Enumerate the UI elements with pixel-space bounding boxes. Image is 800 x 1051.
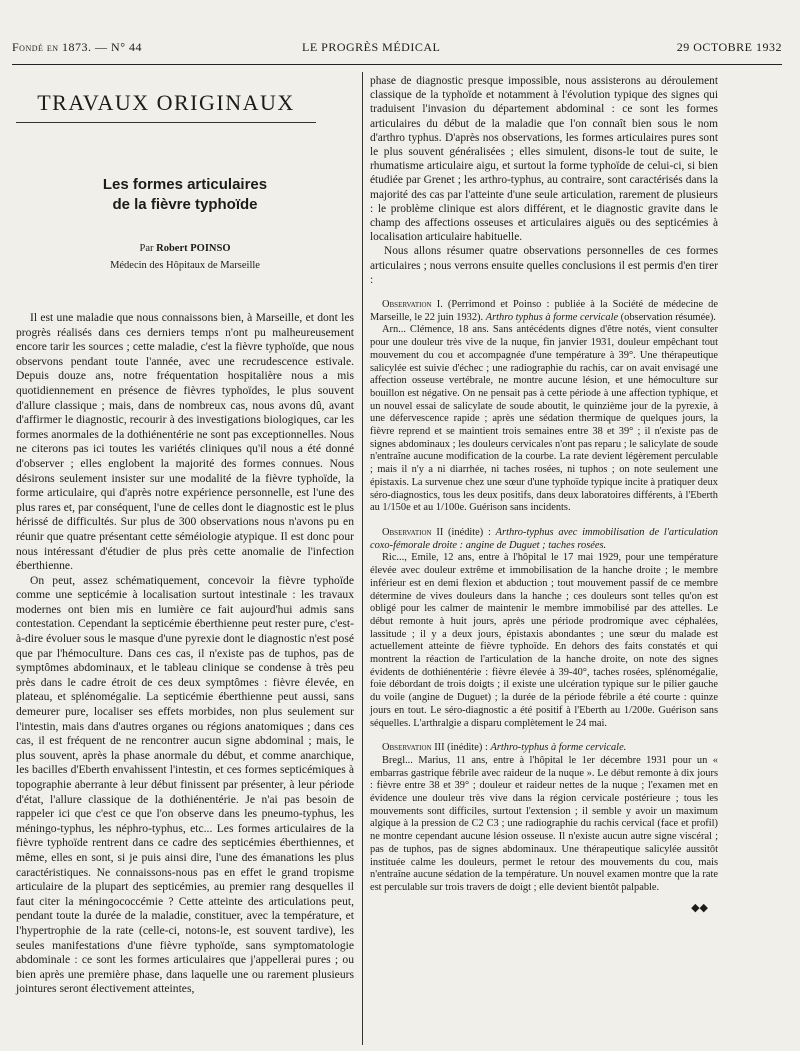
journal-name: LE PROGRÈS MÉDICAL xyxy=(302,40,441,54)
observation-title: Arthro typhus à forme cervicale xyxy=(485,311,619,323)
continuation-mark: ◆◆ xyxy=(691,901,708,914)
observation-title: Arthro-typhus avec immobilisation de l'articulation coxo-fémorale droite : angine de Duguet ; taches rosées. xyxy=(370,527,718,551)
observation-heading xyxy=(370,299,718,324)
right-column xyxy=(370,74,718,914)
masthead xyxy=(12,40,782,60)
observation-text: Arn... Clémence, 18 ans. Sans antécédents dignes d'être notés, vient consulter pour une douleur très vive de la nuque, fin janvier 1931, douleur empêchant tout mouvement du cou et accompagnée d'une température à 39°. Une thérapeutique salicylée est suivie d'échec ; une radiographie du rachis, car on avait envisagé une affection osseuse vertébrale, ne montre aucune lésion, et une hémoculture sur bouillon est négative. On ne pensait pas à cette période à une affection typhique, et un nouvel essai de salicylate de soude aboutit, le quinzième jour de la pyrexie, à une défervescence rapide ; après une sédation thermique de quelques jours, la fièvre reprend et se maintient trois semaines entre 38 et 39° ; il n'existe pas de signes abdominaux ; les douleurs cervicales n'ont pas reparu ; le salicylate de soude n'entraîne aucune modification de la courbe. La rate devient légèrement perculable ; mais il n'y a ni diarrhée, ni taches rosées, ni tuphos ; on note seulement une épistaxis. La survenue chez une sœur d'une typhoïde typique incite à pratiquer deux séro-diagnostics, tous les deux positifs, dans deux laboratoires différents, à l'Eberth au 1/150e et au 1/100e. Guérison sans incidents. xyxy=(370,324,718,514)
article-body-left xyxy=(16,311,354,997)
observation-1 xyxy=(370,299,718,515)
observation-source: (inédite) : xyxy=(443,527,496,538)
observation-3 xyxy=(370,742,718,894)
paragraph: Nous allons résumer quatre observations personnelles de ces formes articulaires ; nous verrons ensuite quelles conclusions il est permis d'en tirer : xyxy=(370,245,718,286)
observation-note: (observation résumée). xyxy=(618,311,716,323)
author-prefix: Par xyxy=(139,243,157,254)
column-divider xyxy=(362,72,363,1045)
observation-text: Bregl... Marius, 11 ans, entre à l'hôpital le 1er décembre 1931 pour un « embarras gastrique fébrile avec raideur de la nuque ». Le début remonte à dix jours : fièvre entre 38 et 39° ; douleur et raideur nettes de la nuque ; l'examen met en évidence une douleur très vive dans la région cervicale postérieure ; tous les mouvements sont difficiles, surtout l'extension ; il semble y avoir un maximum algique à la pression de C2 C3 ; une radiographie du rachis cervical (face et profil) ne montre cependant aucune lésion osseuse. Il n'existe aucun autre signe viscéral ; pas de tuphos, pas de signes abdominaux. Une thérapeutique salicylée aussitôt instituée calme les douleurs, permet le retour des mouvements du cou, mais n'entraîne aucune sédation de la température. Un nouvel examen montre que la rate est perculable sur trois travers de doigt ; elle devient bientôt palpable. xyxy=(370,754,718,893)
section-heading: TRAVAUX ORIGINAUX xyxy=(16,86,316,123)
observation-heading xyxy=(370,527,718,552)
header-rule xyxy=(12,64,782,65)
observation-label: Observation III xyxy=(382,742,445,754)
founded-note: Fondé en 1873. — N° 44 xyxy=(12,40,143,54)
observation-text: Ric..., Emile, 12 ans, entre à l'hôpital le 17 mai 1929, pour une température élevée avec douleur extrême et immobilisation de la hanche droite ; le membre inférieur est en demi flexion et abduction ; tout mouvement passif de ce membre détermine de vives douleurs dans la hanche ; ces douleurs sont telles qu'on est obligé pour les calmer de maintenir le membre immobilisé par des attelles. Le début remonte à huit jours, après une période prodromique avec céphalées, lassitude ; il y a deux jours, épistaxis abondantes ; une sœur du malade est actuellement atteinte de fièvre typhoïde. En dehors des faits constatés et qui montrent la réaction de l'articulation de la hanche droite, on note des signes évidents de dothiénentérie : fièvre élevée à 39-40°, taches rosées, splénomégalie, foie débordant de trois doigts ; il existe une ulcération typique sur le pilier gauche du voile (angine de Duguet) ; la durée de la période fébrile a été courte : quinze jours en tout. Le séro-diagnostic a été positif à l'Eberth au 1/200e. Guérison sans séquelles. L'arthralgie a disparu complètement le 24 mai. xyxy=(370,552,718,729)
author-name: Robert POINSO xyxy=(156,243,231,254)
observation-label: Observation I. xyxy=(382,299,443,311)
byline xyxy=(16,243,354,254)
observation-2 xyxy=(370,527,718,730)
article-title xyxy=(16,175,354,215)
author-affiliation: Médecin des Hôpitaux de Marseille xyxy=(110,260,260,271)
article-title-line-2: de la fièvre typhoïde xyxy=(112,196,258,213)
article-title-line-1: Les formes articulaires xyxy=(102,176,268,193)
paragraph: Il est une maladie que nous connaissons bien, à Marseille, et dont les progrès réalisés dans ces derniers temps n'ont pu malheureusement encore tarir les sources ; cette maladie, c'est la fièvre typhoïde, que nous observons pendant toute l'année, avec une recrudescence estivale. Depuis douze ans, notre fréquentation hospitalière nous a mis quotidiennement en présence de fièvres typhoïdes, le plus souvent d'allure classique ; mais, dans de nombreux cas, nous avons dû, avant d'affirmer le diagnostic, recourir à des investigations biologiques, car les formes anormales de la dothiénentérie ne sont pas exceptionnelles. Nous ne citerons pas ici toutes les variétés cliniques qu'il nous a été donné d'observer ; elles englobent la majorité des formes connues. Nous désirons seulement insister sur une modalité de la fièvre typhoïde, la forme articulaire, qui d'après notre expérience personnelle, est l'une des plus rares et, par conséquent, l'une de celles dont le diagnostic est le plus hérissé de difficultés. Sur plus de 300 observations nous n'avons pu en réunir que quatre présentant cette séméiologie atypique. Il est donc pour nous intéressant d'étudier de plus près cette anomalie de l'infection éberthienne. xyxy=(16,311,354,573)
observation-source: (inédite) : xyxy=(444,742,491,754)
observation-title: Arthro-typhus à forme cervicale. xyxy=(490,742,627,754)
observation-heading xyxy=(370,742,718,755)
paragraph: phase de diagnostic presque impossible, nous assisterons au déroulement classique de la typhoïde et notamment à l'évolution typique des signes qui traduisent l'invasion du département abdominal : ce sont les formes articulaires du début de la maladie que l'on connaît bien sous le nom d'arthro typhus. D'après nos observations, les formes articulaires pures sont le plus souvent généralisées ; elles simulent, disons-le tout de suite, le rhumatisme articulaire aigu, et surtout la forme typhoïde de celui-ci, si bien étudiée par Grenet ; les arthro-typhus, au contraire, sont caractérisés dans la majorité des cas par l'atteinte d'une seule articulation, rarement de plusieurs : le problème clinique est alors différent, et le diagnostic gravite dans le champ des affections osseuses et articulaires aiguës ou des septicémies à localisation articulaire habituelle. xyxy=(370,75,718,244)
paragraph: On peut, assez schématiquement, concevoir la fièvre typhoïde comme une septicémie à localisation surtout intestinale : les travaux modernes ont bien mis en lumière ce fait aujourd'hui admis sans contestation. Cependant la septicémie éberthienne peut rester pure, c'est-à-dire évoluer sous le masque d'une pyrexie dont le diagnostic n'est posé que par l'hémoculture. Dans ces cas, il n'existe pas de tuphos, pas de symptômes abdominaux, et le tableau clinique se condense à très peu près dans le cadre étroit de ces deux symptômes : fièvre élevée, en plateau, et splénomégalie. La septicémie éberthienne peut aussi, sans demeurer pure, localiser ses effets morbides, non plus seulement sur l'intestin, mais dans d'autres organes ou régions anatomiques ; dans ces cas, il est fréquent de ne rencontrer aucun signe abdominal ; mais, le plus souvent, après la phase anormale du début, et comme anarchique, les bacilles d'Eberth envahissent l'intestin, et ces formes septicémiques à topographie aberrante à leur début finissent par présenter, à leur période d'état, l'allure classique de la dothiénentérie. Je n'ai pas besoin de rappeler ici que c'est ce que l'on observe dans les pneumo-typhus, les méningo-typhus, les néphro-typhus, etc... Les formes articulaires de la fièvre typhoïde rentrent dans ce cadre des septicémies éberthiennes, et même, elles en sont, si je puis ainsi dire, l'une des émanations les plus caractéristiques. Ne connaissons-nous pas en effet le grand tropisme articulaire de la plupart des septicémies, au premier rang desquelles il faut citer la méningococcémie ? Cette atteinte des articulations peut, pendant toute la durée de la maladie, constituer, avec la température, et l'hypertrophie de la rate (celle-ci, notons-le, est souvent tardive), les seules manifestations d'une fièvre typhoïde, sans symptomatologie abdominale : ce sont les formes articulaires que j'appellerai pures ; ou bien après une première phase, dans laquelle une ou rarement plusieurs jointures seront électivement atteintes, xyxy=(16,573,354,996)
left-column xyxy=(16,74,354,997)
observation-label: Observation II xyxy=(382,527,444,538)
issue-date: 29 OCTOBRE 1932 xyxy=(676,40,782,54)
article-body-right xyxy=(370,74,718,287)
observation-source: (Perrimond et Poinso : publiée à la Société de médecine de Marseille, le 22 juin 1932). xyxy=(370,299,718,323)
